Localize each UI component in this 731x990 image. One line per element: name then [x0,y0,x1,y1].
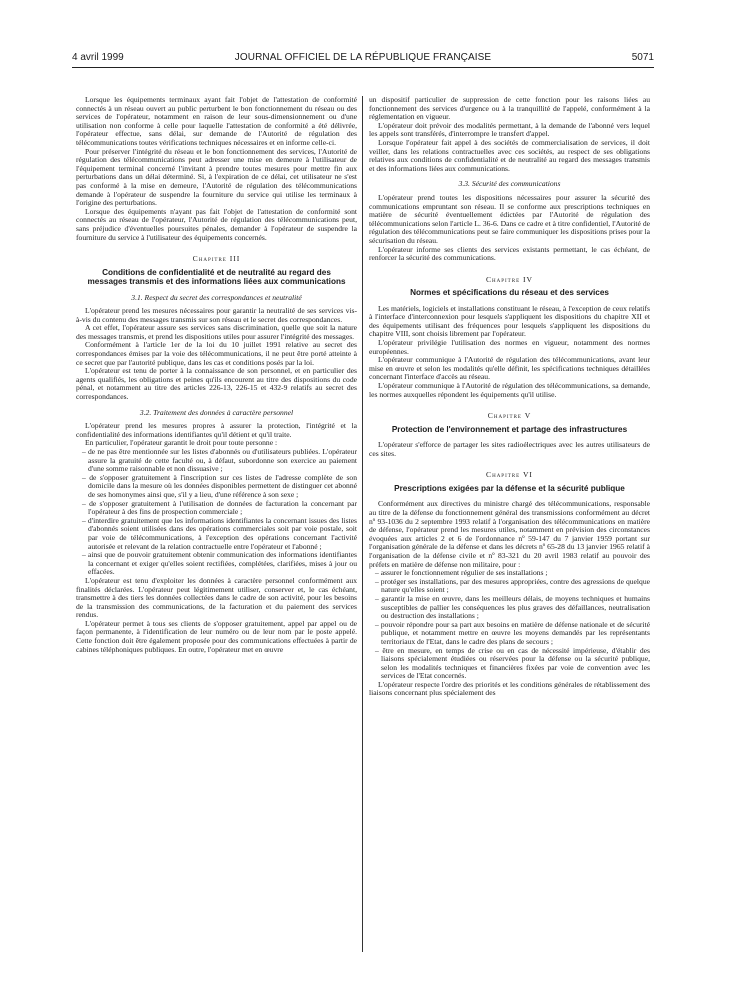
paragraph: A cet effet, l'opérateur assure ses services sans discrimination, quelle que soit la nature des messages transmis, et prend les dispositions utiles pour assurer l'intégrité des messages. [76,323,357,341]
paragraph: L'opérateur doit prévoir des modalités permettant, à la demande de l'abonné vers lequel les appels sont transférés, d'interrompre le transfert d'appel. [369,120,650,139]
paragraph: L'opérateur informe ses clients des services existants permettant, le cas échéant, de renforcer la sécurité des communications. [369,244,650,263]
dash-item: – protéger ses installations, par des mesures appropriées, contre des agressions de quelque nature qu'elles soient ; [375,576,650,595]
page-header [72,52,654,68]
paragraph: L'opérateur communique à l'Autorité de régulation des télécommunications, avant leur mise en œuvre et selon les modalités qu'elle définit, les spécifications techniques détaillées concernant l'interface d'accès au réseau. [369,355,650,382]
paragraph: L'opérateur prend les mesures nécessaires pour garantir la neutralité de ses services vis-à-vis du contenu des messages transmis sur son réseau et le secret des correspondances. [76,306,357,324]
dash-item: – d'interdire gratuitement que les informations identifiantes la concernant issues des listes d'abonnés soient utilisées dans des opérations commerciales soit par voie postale, soit par voie de télécommunications, à l'exception des opérations concernant l'activité autorisée et relevant de la relation contractuelle entre l'opérateur et l'abonné ; [82,515,357,551]
paragraph: L'opérateur prend les mesures propres à assurer la protection, l'intégrité et la confidentialité des informations identifiantes qu'il détient et qu'il traite. [76,421,357,439]
page-number: 5071 [631,52,654,63]
chapter-title: Conditions de confidentialité et de neutralité au regard des messages transmis et des informations liées aux communications [87,267,346,287]
paragraph: Conformément aux directives du ministre chargé des télécommunications, responsable au titre de la défense du fonctionnement général des transmissions conformément au décret nº 93-1036 du 2 septembre 1993 relatif à l'organisation des télécommunications en matière de défense, l'opérateur prend les mesures utiles, notamment en prévision des circonstances évoquées aux articles 2 et 6 de l'ordonnance nº 59-147 du 7 janvier 1959 portant sur l'organisation générale de la défense et dans les décrets nº 65-28 du 13 janvier 1965 relatif à l'organisation de la défense civile et nº 83-321 du 20 avril 1983 relatif au pouvoir des préfets en matière de défense non militaire, pour : [369,499,650,569]
section-heading: 3.3. Sécurité des communications [458,179,561,189]
dash-item: – ainsi que de pouvoir gratuitement obtenir communication des informations identifiantes la concernant et exiger qu'elles soient rectifiées, complétées, clarifiées, mises à jour ou effacées. [82,550,357,577]
chapter-title: Prescriptions exigées par la défense et la sécurité publique [394,484,625,493]
chapter-title: Protection de l'environnement et partage des infrastructures [391,424,628,434]
paragraph: L'opérateur est tenu de porter à la connaissance de son personnel, et en particulier des agents qualifiés, les obligations et peines qu'ils encourent au titre des dispositions du code pénal, et notamment au titre des articles 226-13, 226-15 et 432-9 relatifs au secret des correspondances. [76,366,357,402]
dash-item: – assurer le fonctionnement régulier de ses installations ; [375,568,548,578]
paragraph: L'opérateur prend toutes les dispositions nécessaires pour assurer la sécurité des communications empruntant son réseau. Il se conforme aux prescriptions techniques en matière de sécurité éventuellement édictées par l'Autorité de régulation des télécommunications selon l'article L. 36-6. Dans ce cadre et à titre confidentiel, l'Autorité de régulation des télécommunications peut se faire communiquer les dispositions prises pour la sécurisation du réseau. [369,192,650,245]
chapter-title: Normes et spécifications du réseau et des services [410,288,609,298]
paragraph: L'opérateur respecte l'ordre des priorités et les conditions générales de rétablissement des liaisons concernant plus spécialement des [369,679,650,698]
chapter-heading: Chapitre VI [486,470,533,480]
paragraph: L'opérateur est tenu d'exploiter les données à caractère personnel conformément aux finalités déclarées. L'opérateur peut légitimement utiliser, conserver et, le cas échéant, transmettre à des tiers les données collectées dans le cadre de son activité, pour les besoins de la transmission des communications, de la facturation et du paiement des services rendus. [76,575,357,620]
paragraph: L'opérateur communique à l'Autorité de régulation des télécommunications, sa demande, les normes auxquelles répondent les équipements qu'il utilise. [369,381,650,399]
paragraph: un dispositif particulier de suppression de cette fonction pour les raisons liées au fonctionnement des services d'urgence ou à la tranquillité de l'appelé, conformément à la réglementation en vigueur. [369,95,650,122]
chapter-heading: Chapitre III [192,254,241,264]
header-rule [72,67,654,68]
paragraph: Lorsque les équipements terminaux ayant fait l'objet de l'attestation de conformité connectés à un réseau ouvert au public perturbent le bon fonctionnement du réseau ou des services de l'opérateur, notamment en raison de leur sous-dimensionnement ou d'une utilisation non conforme à celle pour laquelle l'attestation de conformité a été délivrée, l'opérateur effectue, sans délai, sur demande de l'Autorité de régulation des télécommunications toutes vérifications techniques nécessaires et en informe celle-ci. [76,95,357,147]
dash-item: – être en mesure, en temps de crise ou en cas de nécessité impérieuse, d'établir des liaisons spécialement étudiées ou réservées pour la défense ou la sécurité publique, selon les modalités techniques et financières fixées par voie de convention avec les services de l'Etat concernés. [375,645,650,681]
left-column [76,96,357,654]
paragraph: L'opérateur privilégie l'utilisation des normes en vigueur, notamment des normes européennes. [369,338,650,356]
right-column [369,96,650,698]
paragraph: Pour préserver l'intégrité du réseau et le bon fonctionnement des services, l'Autorité de régulation des télécommunications peut adresser une mise en demeure à l'utilisateur de l'équipement terminal concerné l'invitant à prendre toutes mesures pour mettre fin aux perturbations dans un délai déterminé. Si, à l'expiration de ce délai, cet utilisateur ne s'est pas conformé à la mise en demeure, l'Autorité de régulation des télécommunications demande à l'opérateur de suspendre la fourniture du service qui utilise les terminaux à l'origine des perturbations. [76,146,357,208]
dash-item: – garantir la mise en œuvre, dans les meilleurs délais, de moyens techniques et humains susceptibles de pallier les conséquences les plus graves des défaillances, neutralisation ou destruction des installations ; [375,593,650,621]
header-date: 4 avril 1999 [72,52,124,63]
chapter-heading: Chapitre IV [485,274,534,284]
paragraph: Conformément à l'article 1er de la loi du 10 juillet 1991 relative au secret des correspondances émises par la voie des télécommunications, il ne peut être porté atteinte à ce secret que par l'autorité publique, dans les cas et conditions posés par la loi. [76,340,357,367]
dash-item: – de ne pas être mentionnée sur les listes d'abonnés ou d'utilisateurs publiées. L'opérateur assure la gratuité de cette faculté ou, à défaut, subordonne son exercice au paiement d'une somme raisonnable et non dissuasive ; [82,447,357,474]
paragraph: En particulier, l'opérateur garantit le droit pour toute personne : [85,438,278,448]
section-heading: 3.1. Respect du secret des correspondances et neutralité [131,292,302,302]
dash-item: – pouvoir répondre pour sa part aux besoins en matière de défense nationale et de sécurité publique, et notamment mettre en œuvre les moyens demandés par les représentants territoriaux de l'Etat, dans le cadre des plans de secours ; [375,619,650,646]
paragraph: L'opérateur permet à tous ses clients de s'opposer gratuitement, appel par appel ou de façon permanente, à l'identification de leur numéro ou de leur nom par le poste appelé. Cette fonction doit être également proposée pour des communications effectuées à partir de cabines téléphoniques publiques. En outre, l'opérateur met en œuvre [76,618,357,654]
paragraph: Lorsque l'opérateur fait appel à des sociétés de commercialisation de services, il doit veiller, dans les relations contractuelles avec ces sociétés, au respect de ses obligations relatives aux conditions de confidentialité et de neutralité au regard des messages transmis et des informations liées aux communications. [369,137,650,173]
dash-item: – de s'opposer gratuitement à l'utilisation de données de facturation la concernant par l'opérateur à des fins de prospection commerciale ; [82,498,357,517]
dash-item: – de s'opposer gratuitement à l'inscription sur ces listes de l'adresse complète de son domicile dans la mesure où les données disponibles permettent de distinguer cet abonné de ses homonymes ainsi que, s'il y a lieu, d'une référence à son sexe ; [82,472,357,499]
paragraph: Lorsque des équipements n'ayant pas fait l'objet de l'attestation de conformité sont connectés au réseau de l'opérateur, l'Autorité de régulation des télécommunications peut, sans préjudice d'éventuelles poursuites pénales, demander à l'opérateur de suspendre la fourniture du service à l'utilisateur des équipements concernés. [76,206,357,242]
column-separator [362,96,363,952]
section-heading: 3.2. Traitement des données à caractère personnel [139,407,294,417]
paragraph: L'opérateur s'efforce de partager les sites radioélectriques avec les autres utilisateurs de ces sites. [369,440,650,458]
chapter-heading: Chapitre V [487,411,532,421]
header-title: JOURNAL OFFICIEL DE LA RÉPUBLIQUE FRANÇAISE [234,52,492,63]
paragraph: Les matériels, logiciels et installations constituant le réseau, à l'exception de ceux relatifs à l'interface d'interconnexion pour lesquels s'appliquent les dispositions du chapitre XII et des équipements utilisant des fréquences pour lesquels s'appliquent les dispositions du chapitre VIII, sont choisis librement par l'opérateur. [369,303,650,339]
